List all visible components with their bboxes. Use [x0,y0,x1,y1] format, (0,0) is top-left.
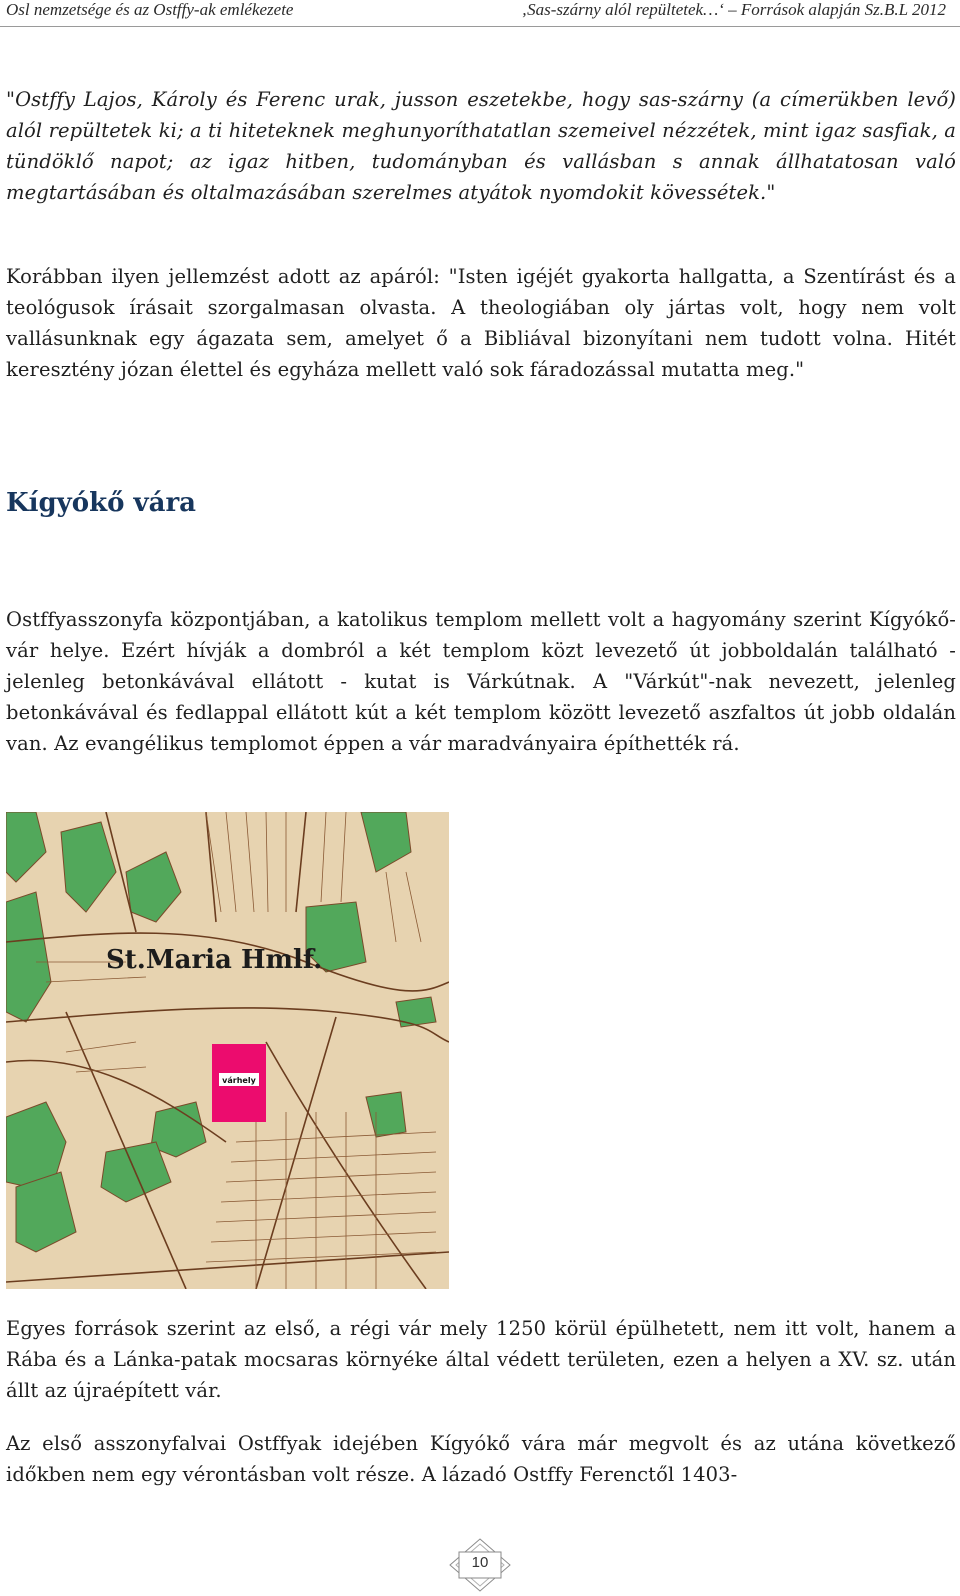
header-left-text: Osl nemzetsége és az Ostffy-ak emlékezete [6,0,294,19]
cadastral-map-image [6,812,449,1289]
page-header [0,0,960,27]
section-heading: Kígyókő vára [6,488,197,518]
header-right-text: ‚Sas-szárny alól repültetek…‘ – Források alapján Sz.B.L 2012 [521,0,946,19]
last-paragraph: Az első asszonyfalvai Ostffyak idejében Kígyókő vára már megvolt és az utána következő időkben nem egy vérontásban volt része. A lázadó Ostffy Ferenctől 1403- [6,1432,956,1486]
map-title-text: St.Maria Hmlf. [106,945,323,975]
quote-paragraph: "Ostffy Lajos, Károly és Ferenc urak, jusson eszetekbe, hogy sas-szárny (a címerükben levő) alól repültetek ki; a ti hiteteknek meghunyoríthatatlan szemeivel nézzétek, mint igaz sasfiak, a tündöklő napot; az igaz hitben, tudományban és vallásban s annak állhatatosan való megtartásában és oltalmazásában szerelmes atyátok nyomdokit kövessétek." [6,88,956,204]
varhely-label: várhely [222,1076,256,1085]
sources-paragraph: Egyes források szerint az első, a régi vár mely 1250 körül épülhetett, nem itt volt, hanem a Rába és a Lánka-patak mocsaras környéke által védett területen, ezen a helyen a XV. sz. után állt az újraépített vár. [6,1317,956,1402]
castle-paragraph: Ostffyasszonyfa központjában, a katolikus templom mellett volt a hagyomány szerint Kígyókő-vár helye. Ezért hívják a dombról a két templom közt levezető út jobboldalán található - jelenleg betonkávával ellátott - kutat is Várkútnak. A "Várkút"-nak nevezett, jelenleg betonkávával és fedlappal ellátott kút a két templom között levezető aszfaltos út jobb oldalán van. Az evangélikus templomot éppen a vár maradványaira építhették rá. [6,608,956,755]
page-number: 10 [471,1554,489,1571]
page-number-ornament [449,1538,511,1592]
father-paragraph: Korábban ilyen jellemzést adott az apáról: "Isten igéjét gyakorta hallgatta, a Szentírást és a teológusok írásait szorgalmasan olvasta. A theologiában oly jártas volt, hogy nem volt vallásunknak egy ágazata sem, amelyet ő a Bibliával bizonyítani nem tudott volna. Hitét keresztény józan élettel és egyháza mellett való sok fáradozással mutatta meg." [6,265,956,381]
